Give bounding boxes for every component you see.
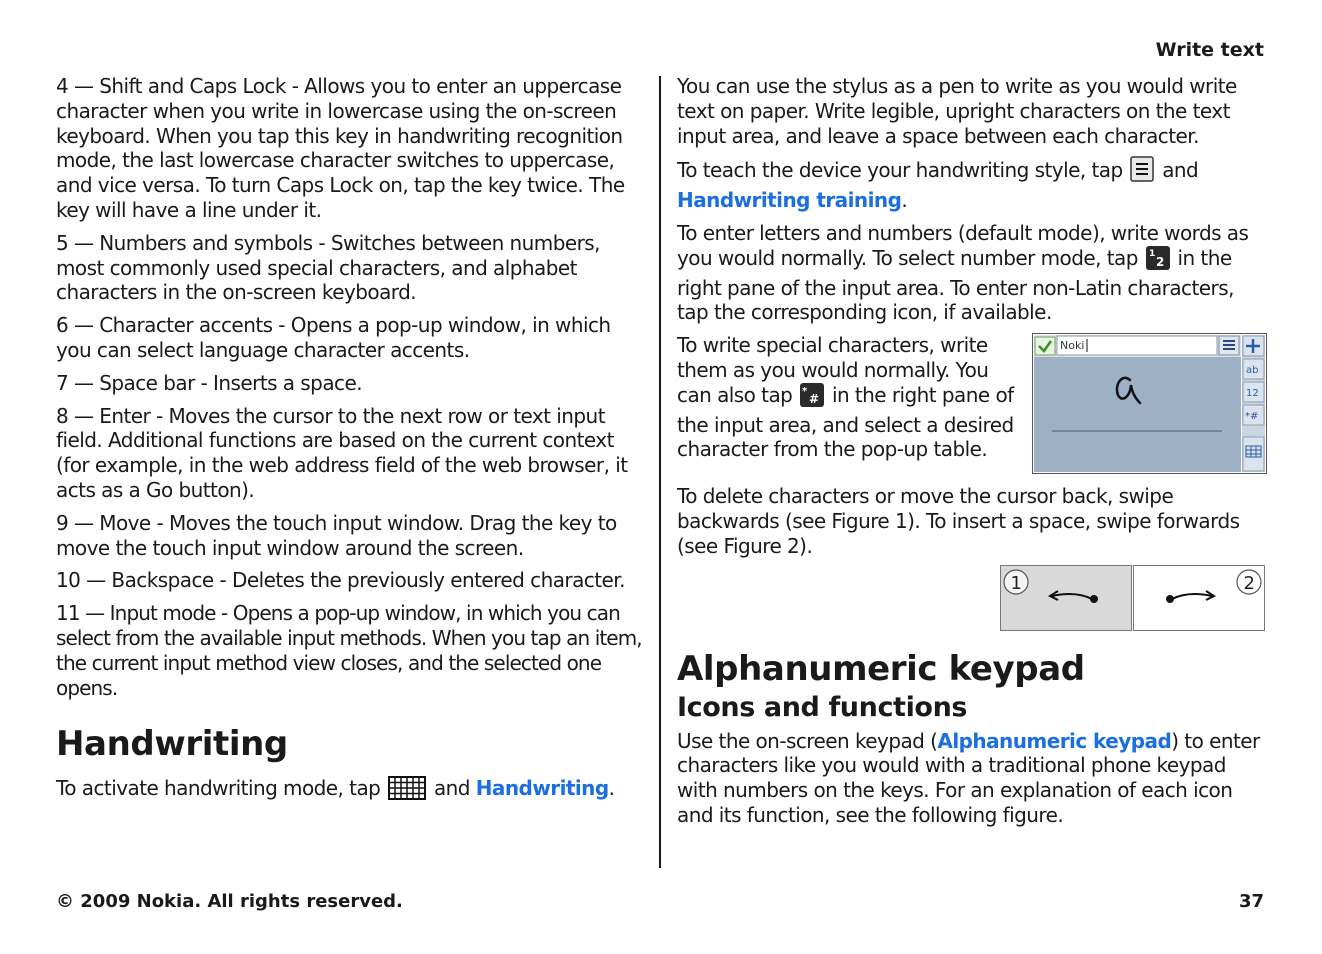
swipe-paragraph: To delete characters or move the cursor back, swipe backwards (see Figure 1). To insert a space, swipe forwards (see Figure 2). (677, 484, 1240, 558)
svg-text:*: * (802, 385, 807, 397)
page-number: 37 (1238, 891, 1264, 912)
figure-label-2: 2 (1243, 572, 1255, 594)
item-9: 9 — Move - Moves the touch input window. Drag the key to move the touch input window around the screen. (56, 510, 617, 560)
handwriting-text-mid: and (433, 776, 470, 801)
item-6: 6 — Character accents - Opens a pop-up window, in which you can select language character accents. (56, 313, 611, 362)
number-mode-text-after: in the right pane of the input area. To enter non-Latin characters, tap the corresponding icon, if available. (677, 245, 1234, 325)
copyright: © 2009 Nokia. All rights reserved. (56, 891, 403, 912)
handwriting-link[interactable]: Handwriting (475, 776, 609, 801)
special-characters-icon (800, 383, 824, 413)
swipe-figures (677, 565, 1267, 631)
left-column (56, 74, 648, 814)
alphanumeric-keypad-heading: Alphanumeric keypad (677, 648, 1085, 689)
column-divider (659, 76, 661, 868)
item-4: 4 — Shift and Caps Lock - Allows you to enter an uppercase character when you write in lowercase using the on-screen keyboard. When you tap this key in handwriting recognition mode, the last lowercase character switches to uppercase, and vice versa. To turn Caps Lock on, tap the key twice. The key will have a line under it. (56, 74, 625, 222)
figure-input-text: Noki (1060, 339, 1085, 353)
svg-text:12: 12 (1246, 388, 1259, 400)
icons-functions-heading: Icons and functions (677, 691, 968, 723)
handwriting-training-link[interactable]: Handwriting training (677, 188, 902, 213)
training-text-after: . (901, 188, 908, 213)
right-column (677, 74, 1267, 836)
handwriting-text-after: . (608, 776, 615, 801)
keypad-paragraph (677, 729, 1267, 828)
options-menu-icon (1130, 156, 1154, 188)
handwriting-paragraph (56, 776, 648, 806)
alphanumeric-keypad-link[interactable]: Alphanumeric keypad (937, 728, 1172, 753)
handwriting-text-before: To activate handwriting mode, tap (56, 776, 381, 801)
special-chars-text-after: in the right pane of the input area, and select a desired character from the pop-up table. (677, 382, 1014, 462)
item-10: 10 — Backspace - Deletes the previously entered character. (56, 568, 625, 593)
keypad-text-after: ) to enter characters like you would with a traditional phone keypad with numbers on the keys. For an explanation of each icon and its function, see the following figure. (677, 728, 1260, 827)
svg-text:*#: *# (1245, 411, 1259, 423)
section-header: Write text (1155, 39, 1264, 61)
svg-text:ab: ab (1246, 365, 1259, 377)
training-text-mid: and (1162, 158, 1199, 183)
item-8: 8 — Enter - Moves the cursor to the next row or text input field. Additional functions are based on the current context (for example, in the web address field of the web browser, it acts as a Go button). (56, 403, 628, 502)
training-text-before: To teach the device your handwriting style, tap (677, 158, 1123, 183)
item-5: 5 — Numbers and symbols - Switches between numbers, most commonly used special characters, and alphabet characters in the on-screen keyboard. (56, 230, 600, 305)
item-7: 7 — Space bar - Inserts a space. (56, 370, 363, 395)
number-mode-text-before: To enter letters and numbers (default mode), write words as you would normally. To select number mode, tap (677, 220, 1249, 270)
keyboard-grid-icon (388, 776, 426, 806)
stylus-paragraph: You can use the stylus as a pen to write as you would write text on paper. Write legible, upright characters on the text input area, and leave a space between each character. (677, 74, 1237, 148)
item-11: 11 — Input mode - Opens a pop-up window, in which you can select from the available input methods. When you tap an item, the current input method view closes, and the selected one opens. (56, 601, 642, 700)
number-mode-paragraph (677, 221, 1267, 325)
svg-text:2: 2 (1155, 254, 1164, 269)
figure-label-1: 1 (1010, 572, 1022, 594)
handwriting-input-figure (1032, 333, 1267, 478)
keypad-text-before: Use the on-screen keypad ( (677, 728, 938, 753)
training-paragraph (677, 156, 1267, 213)
number-mode-icon (1146, 246, 1170, 276)
special-chars-text-before: To write special characters, write them as you would normally. You can also tap (677, 333, 989, 407)
svg-text:1: 1 (1148, 248, 1155, 259)
svg-text:#: # (809, 391, 819, 406)
handwriting-heading: Handwriting (56, 724, 288, 765)
